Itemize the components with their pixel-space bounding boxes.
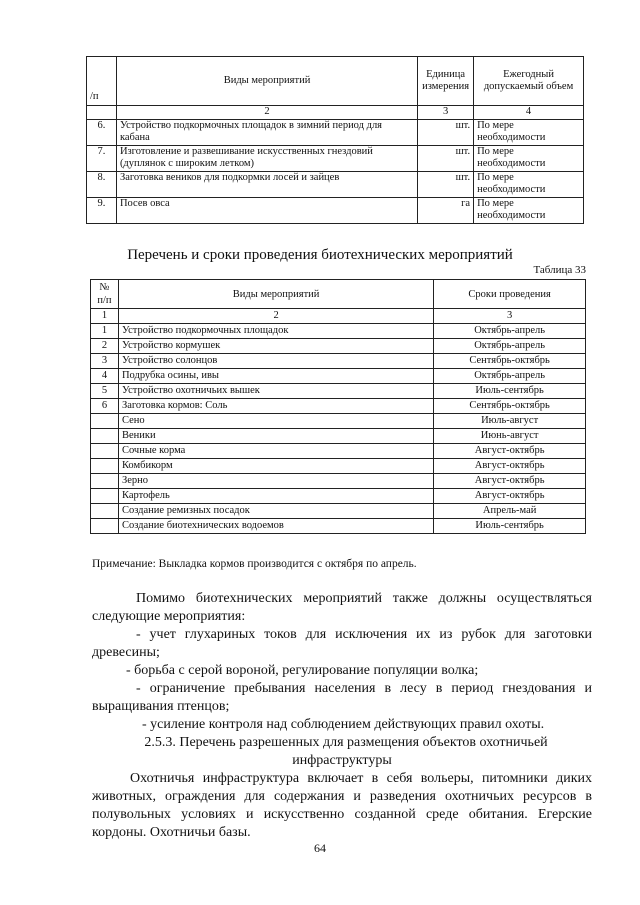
- row-activity: Зерно: [118, 474, 433, 489]
- row-activity: Изготовление и развешивание искусственных гнездовий (дуплянок с широким летком): [116, 146, 417, 172]
- row-dates: Сентябрь-октябрь: [434, 354, 586, 369]
- paragraph-line: следующие мероприятия:: [92, 609, 246, 624]
- row-dates: Июнь-август: [434, 429, 586, 444]
- row-activity: Подрубка осины, ивы: [118, 369, 433, 384]
- row-activity: Заготовка кормов: Соль: [118, 399, 433, 414]
- table-row: [91, 354, 586, 369]
- row-dates: Июль-август: [434, 414, 586, 429]
- row-dates: Август-октябрь: [434, 474, 586, 489]
- paragraph-line: Помимо биотехнических мероприятий также должны осуществляться: [136, 591, 592, 606]
- col-number: 3: [418, 106, 474, 120]
- row-number: 5: [91, 384, 119, 399]
- row-number: 7.: [87, 146, 117, 172]
- subsection-heading: 2.5.3. Перечень разрешенных для размещения объектов охотничьей: [144, 735, 548, 750]
- col-number: 3: [434, 309, 586, 324]
- section-title: Перечень и сроки проведения биотехнических мероприятий: [127, 247, 513, 263]
- table-row: [87, 120, 584, 146]
- table-row: [91, 489, 586, 504]
- row-activity: Веники: [118, 429, 433, 444]
- table-header-row: [91, 280, 586, 309]
- paragraph-line: животных, ограждения для содержания и разведения охотничьих ресурсов в: [92, 789, 592, 804]
- header-volume: Ежегодный допускаемый объем: [474, 57, 584, 106]
- page-number: 64: [314, 841, 326, 855]
- row-volume: По мере необходимости: [474, 120, 584, 146]
- row-dates: Июль-сентябрь: [434, 519, 586, 534]
- col-number: [87, 106, 117, 120]
- row-volume: По мере необходимости: [474, 172, 584, 198]
- col-number: 1: [91, 309, 119, 324]
- row-activity: Сочные корма: [118, 444, 433, 459]
- activities-volume-table: [86, 56, 584, 224]
- column-number-row: [87, 106, 584, 120]
- row-volume: По мере необходимости: [474, 198, 584, 224]
- table-header-row: [87, 57, 584, 106]
- row-dates: Август-октябрь: [434, 489, 586, 504]
- table-row: [87, 198, 584, 224]
- table-row: [91, 504, 586, 519]
- row-dates: Август-октябрь: [434, 444, 586, 459]
- bullet-line: - усиление контроля над соблюдением действующих правил охоты.: [142, 717, 545, 732]
- header-dates: Сроки проведения: [434, 280, 586, 309]
- col-number: 2: [118, 309, 433, 324]
- paragraph-line: кордоны. Охотничьи базы.: [92, 825, 251, 840]
- row-number: 4: [91, 369, 119, 384]
- row-number: 9.: [87, 198, 117, 224]
- subsection-heading: инфраструктуры: [292, 753, 392, 768]
- col-number: 4: [474, 106, 584, 120]
- table-row: [91, 474, 586, 489]
- header-unit: Единица измерения: [418, 57, 474, 106]
- row-number: 8.: [87, 172, 117, 198]
- bullet-line: - борьба с серой вороной, регулирование популяции волка;: [126, 663, 479, 678]
- row-activity: Сено: [118, 414, 433, 429]
- table-note: Примечание: Выкладка кормов производится с октября по апрель.: [92, 558, 417, 570]
- row-activity: Создание биотехнических водоемов: [118, 519, 433, 534]
- table-row: [91, 399, 586, 414]
- table-row: [87, 146, 584, 172]
- row-dates: Октябрь-апрель: [434, 369, 586, 384]
- table-row: [91, 429, 586, 444]
- row-dates: Июль-сентябрь: [434, 384, 586, 399]
- col-number: 2: [116, 106, 417, 120]
- column-number-row: [91, 309, 586, 324]
- row-unit: шт.: [418, 172, 474, 198]
- row-activity: Комбикорм: [118, 459, 433, 474]
- header-activity: Виды мероприятий: [118, 280, 433, 309]
- table-row: [91, 519, 586, 534]
- row-activity: Устройство подкормочных площадок: [118, 324, 433, 339]
- table-label: Таблица 33: [533, 264, 586, 276]
- row-dates: Октябрь-апрель: [434, 339, 586, 354]
- row-activity: Устройство кормушек: [118, 339, 433, 354]
- row-number: 3: [91, 354, 119, 369]
- row-activity: Заготовка веников для подкормки лосей и зайцев: [116, 172, 417, 198]
- row-number: [91, 489, 119, 504]
- row-activity: Картофель: [118, 489, 433, 504]
- row-number: 6: [91, 399, 119, 414]
- row-unit: шт.: [418, 146, 474, 172]
- row-number: [91, 414, 119, 429]
- row-activity: Устройство солонцов: [118, 354, 433, 369]
- row-number: [91, 444, 119, 459]
- row-dates: Сентябрь-октябрь: [434, 399, 586, 414]
- row-activity: Создание ремизных посадок: [118, 504, 433, 519]
- table-row: [91, 369, 586, 384]
- row-activity: Устройство охотничьих вышек: [118, 384, 433, 399]
- bullet-line: выращивания птенцов;: [92, 699, 230, 714]
- row-number: 6.: [87, 120, 117, 146]
- row-dates: Август-октябрь: [434, 459, 586, 474]
- table-row: [91, 459, 586, 474]
- table-row: [91, 444, 586, 459]
- row-unit: га: [418, 198, 474, 224]
- bullet-line: - учет глухариных токов для исключения их из рубок для заготовки: [136, 627, 592, 642]
- header-activity: Виды мероприятий: [116, 57, 417, 106]
- biotech-schedule-table: [90, 279, 586, 534]
- row-unit: шт.: [418, 120, 474, 146]
- header-num: № п/п: [91, 280, 119, 309]
- table-row: [91, 324, 586, 339]
- row-activity: Посев овса: [116, 198, 417, 224]
- row-number: [91, 504, 119, 519]
- row-number: [91, 459, 119, 474]
- row-number: [91, 474, 119, 489]
- table-row: [91, 339, 586, 354]
- header-num: /п: [87, 57, 117, 106]
- paragraph-line: Охотничья инфраструктура включает в себя вольеры, питомники диких: [130, 771, 592, 786]
- row-number: 2: [91, 339, 119, 354]
- paragraph-line: полувольных условиях и искусственно созданной среде обитания. Егерские: [92, 807, 592, 822]
- table-row: [91, 414, 586, 429]
- row-number: 1: [91, 324, 119, 339]
- row-activity: Устройство подкормочных площадок в зимний период для кабана: [116, 120, 417, 146]
- row-volume: По мере необходимости: [474, 146, 584, 172]
- table-row: [91, 384, 586, 399]
- row-dates: Апрель-май: [434, 504, 586, 519]
- table-row: [87, 172, 584, 198]
- row-number: [91, 429, 119, 444]
- row-dates: Октябрь-апрель: [434, 324, 586, 339]
- bullet-line: - ограничение пребывания населения в лесу в период гнездования и: [136, 681, 592, 696]
- bullet-line: древесины;: [92, 645, 160, 660]
- row-number: [91, 519, 119, 534]
